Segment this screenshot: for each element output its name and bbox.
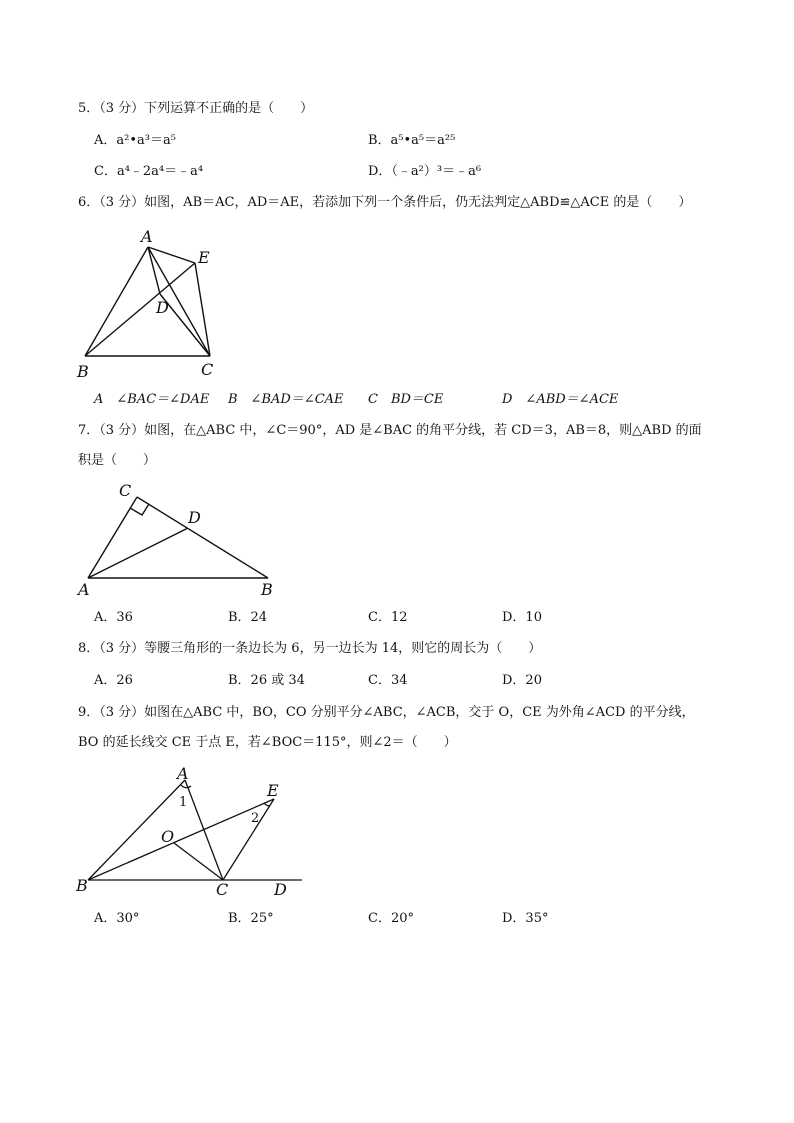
question-7-stem-line-1: 7．（3 分）如图，在△ABC 中，∠C＝90°，AD 是∠BAC 的角平分线，若 CD＝3，AB＝8，则△ABD 的面: [78, 423, 702, 438]
question-5-option-b: B．a⁵•a⁵＝a²⁵: [368, 133, 456, 148]
question-8-stem: 8．（3 分）等腰三角形的一条边长为 6，另一边长为 14，则它的周长为（ ）: [78, 641, 542, 656]
label-e: E: [198, 248, 210, 267]
question-9-option-c: C．20°: [368, 911, 414, 926]
segment-be: [85, 263, 195, 356]
label-e: E: [267, 781, 279, 800]
label-c: C: [119, 481, 132, 500]
label-b: B: [76, 876, 88, 895]
question-6-option-d: D ∠ABD＝∠ACE: [502, 392, 619, 407]
question-8-option-b: B．26 或 34: [228, 673, 305, 688]
question-5-option-a: A．a²•a³＝a⁵: [94, 133, 176, 148]
label-b: B: [77, 362, 89, 381]
label-c: C: [201, 360, 214, 379]
question-7-option-b: B．24: [228, 610, 268, 625]
question-8-option-a: A．26: [94, 673, 133, 688]
angle-1-arc: [181, 785, 191, 788]
question-5-option-c: C．a⁴﹣2a⁴＝﹣a⁴: [94, 164, 204, 179]
question-9-stem-line-1: 9．（3 分）如图在△ABC 中，BO，CO 分别平分∠ABC，∠ACB，交于 O，CE 为外角∠ACD 的平分线，: [78, 705, 695, 720]
question-9-option-d: D．35°: [502, 911, 549, 926]
label-d: D: [156, 298, 169, 317]
segment-ab: [85, 247, 148, 356]
question-6-option-c: C BD＝CE: [368, 392, 444, 407]
segment-ce: [223, 799, 274, 880]
question-8-option-d: D．20: [502, 673, 542, 688]
question-9-stem-line-2: BO 的延长线交 CE 于点 E，若∠BOC＝115°，则∠2＝（ ）: [78, 735, 457, 750]
segment-ad: [148, 247, 160, 294]
label-o: O: [161, 827, 175, 846]
label-b: B: [261, 580, 273, 599]
label-d: D: [274, 880, 287, 899]
question-6-option-a: A ∠BAC＝∠DAE: [94, 392, 210, 407]
label-angle-1: 1: [179, 795, 188, 810]
segment-cb: [137, 497, 268, 578]
question-8-option-c: C．34: [368, 673, 408, 688]
right-angle-mark: [130, 504, 149, 515]
question-7-option-d: D．10: [502, 610, 542, 625]
label-c: C: [216, 880, 229, 899]
label-a: A: [78, 580, 90, 599]
segment-be: [88, 799, 274, 880]
question-6-figure: [60, 218, 260, 383]
question-5-stem: 5．（3 分）下列运算不正确的是（ ）: [78, 101, 314, 116]
question-7-figure: [70, 478, 290, 603]
question-7-option-a: A．36: [94, 610, 133, 625]
question-7-stem-line-2: 积是（ ）: [78, 453, 157, 468]
angle-2-arc: [264, 803, 270, 806]
question-9-option-b: B．25°: [228, 911, 274, 926]
question-7-option-c: C．12: [368, 610, 408, 625]
label-a: A: [177, 764, 189, 783]
label-a: A: [141, 227, 153, 246]
question-6-stem: 6．（3 分）如图，AB＝AC，AD＝AE，若添加下列一个条件后，仍无法判定△ABD≌△ACE 的是（ ）: [78, 195, 692, 210]
label-d: D: [188, 508, 201, 527]
question-9-figure: [70, 760, 310, 900]
question-5-option-d: D．（﹣a²）³＝﹣a⁶: [368, 164, 482, 179]
question-6-option-b: B ∠BAD＝∠CAE: [228, 392, 344, 407]
label-angle-2: 2: [251, 811, 260, 826]
question-9-option-a: A．30°: [94, 911, 140, 926]
